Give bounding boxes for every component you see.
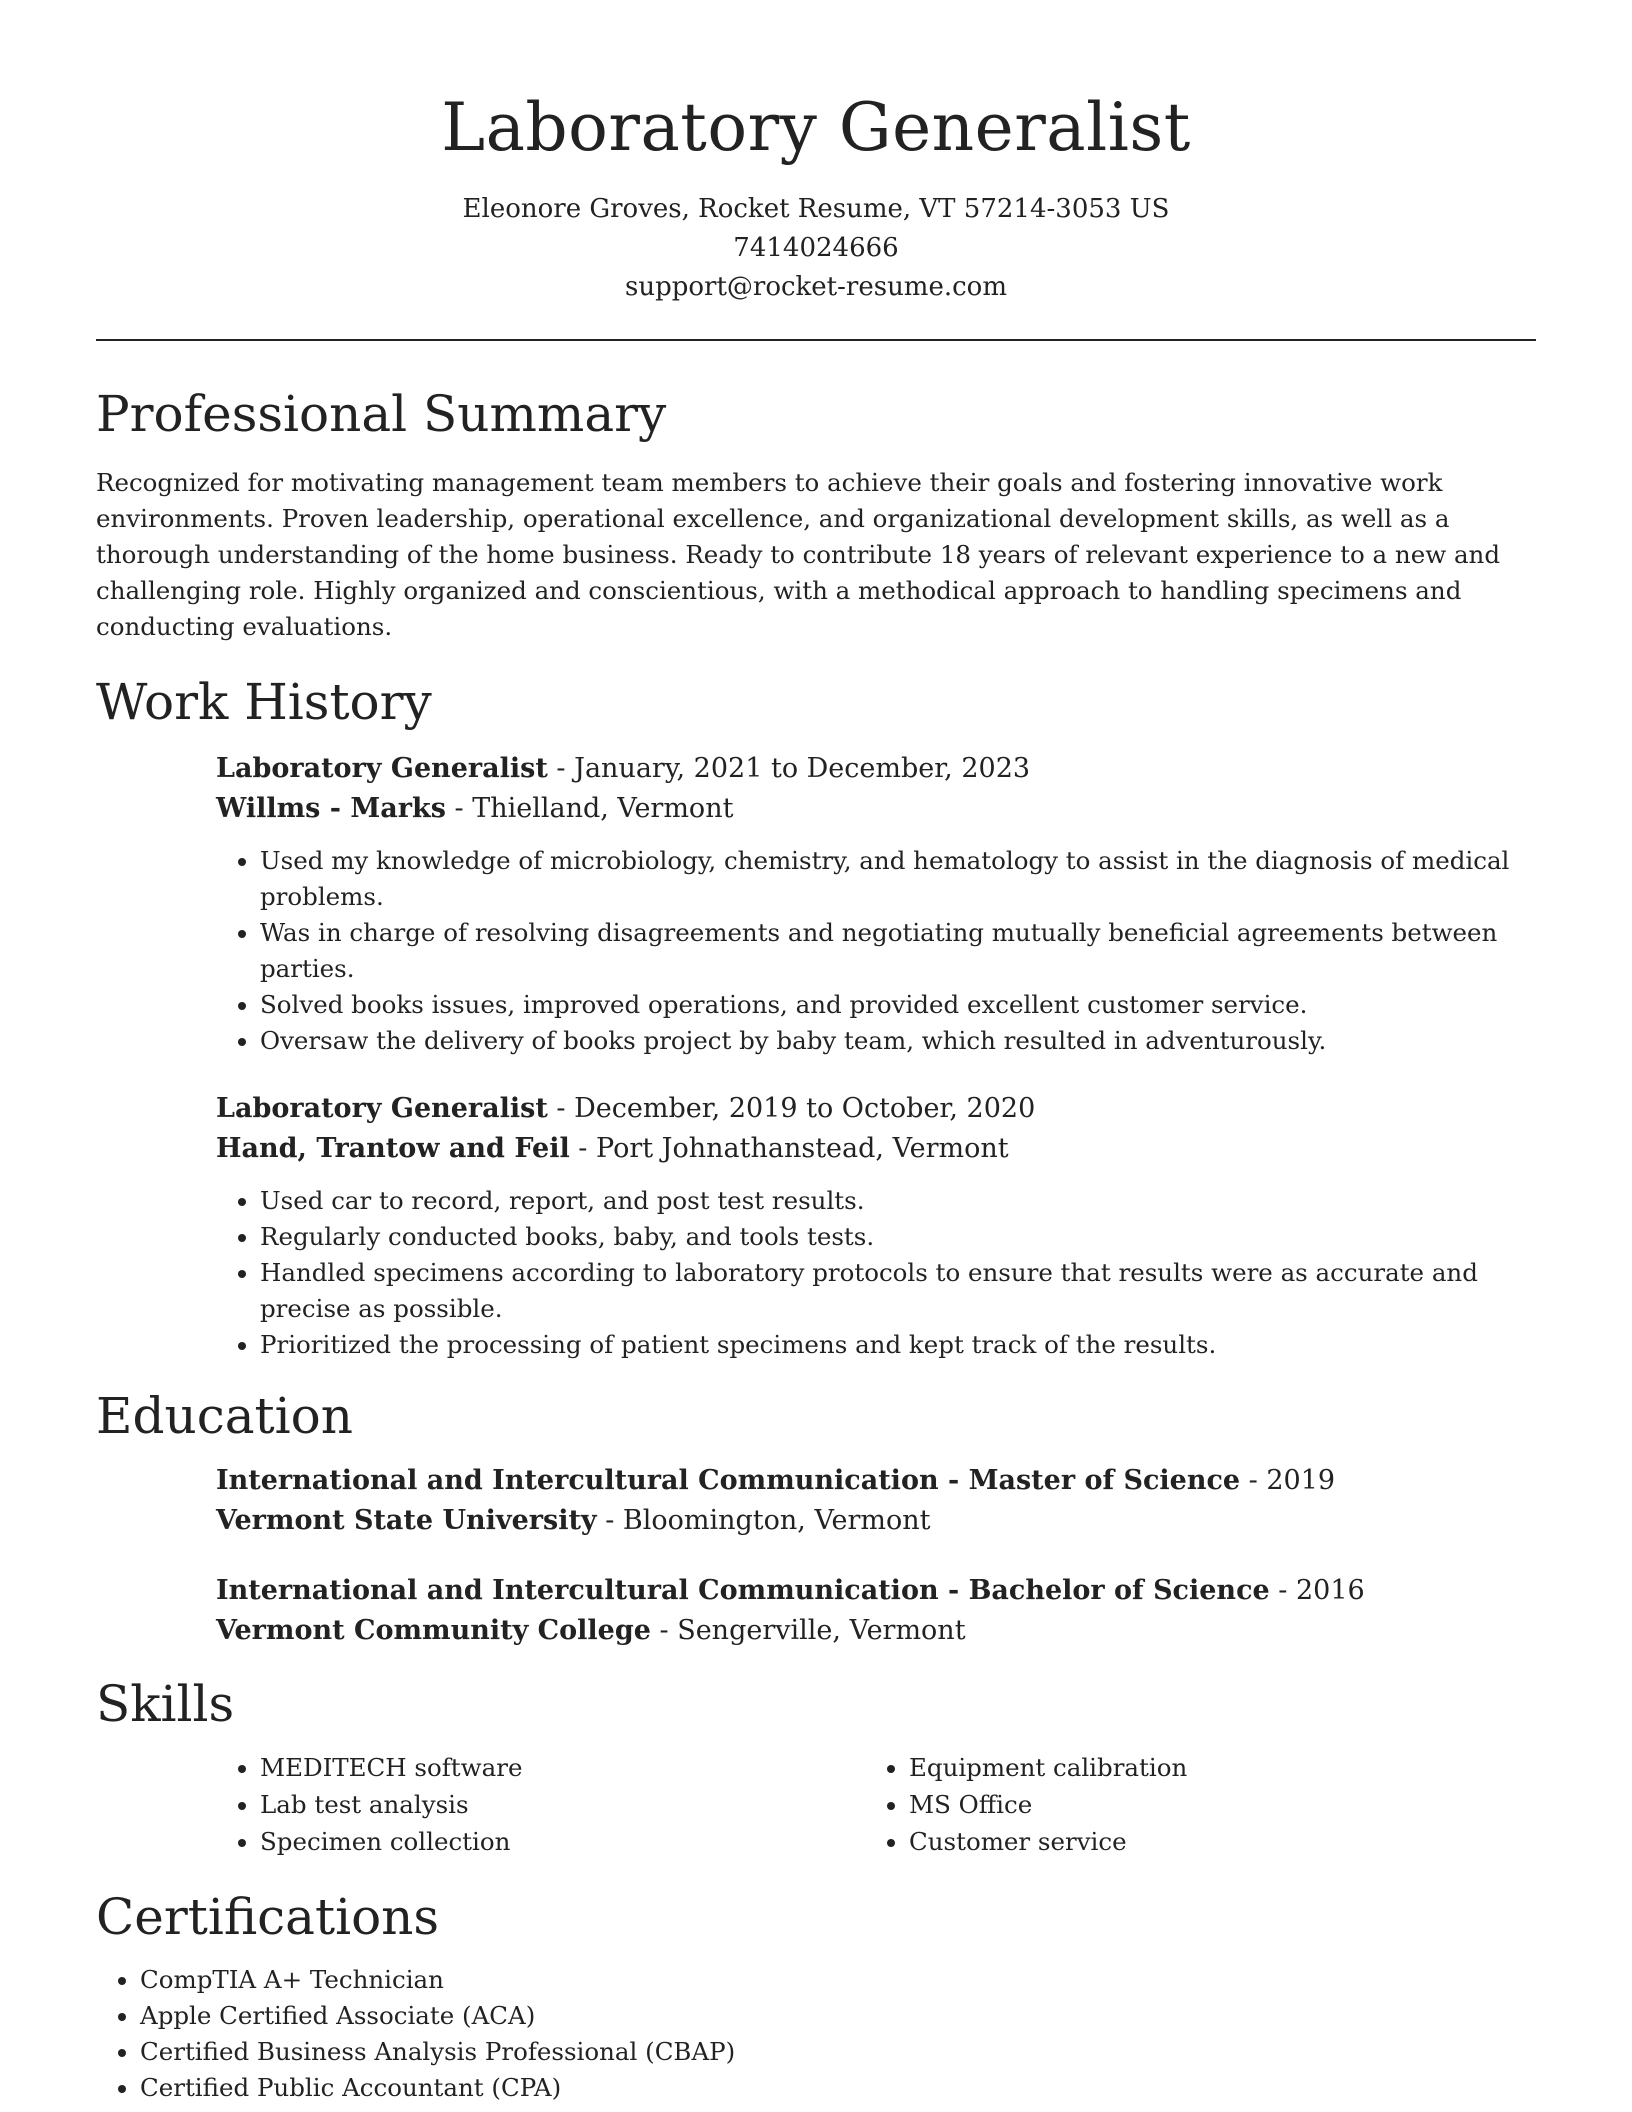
- contact-block: [96, 190, 1536, 307]
- certifications-list: [96, 1962, 1536, 2106]
- summary-heading: Professional Summary: [96, 385, 667, 443]
- certifications-section: [96, 1886, 1536, 2106]
- education-entry: [216, 1461, 1536, 1541]
- contact-phone: 7414024666: [733, 233, 899, 263]
- education-entry: [216, 1571, 1536, 1651]
- certification-item: • Certified Business Analysis Professional (CBAP): [140, 2034, 1536, 2070]
- education-year: - 2019: [1240, 1465, 1336, 1496]
- certifications-heading: Certifications: [96, 1888, 440, 1946]
- summary-text: Recognized for motivating management team members to achieve their goals and fostering innovative work environments. Proven leadership, operational excellence, and organizational development skills, as well as a thorough understanding of the home business. Ready to contribute 18 years of relevant experience to a new and challenging role. Highly organized and conscientious, with a methodical approach to handling specimens and conducting evaluations.: [96, 468, 1501, 641]
- skill-item: • Customer service: [909, 1823, 1514, 1860]
- resume-page: [96, 0, 1536, 2106]
- education-section: [96, 1385, 1536, 1651]
- skills-list-right: [865, 1749, 1514, 1860]
- job-title: Laboratory Generalist: [216, 1093, 548, 1124]
- education-location: - Bloomington, Vermont: [596, 1505, 931, 1536]
- job-employer-line: [216, 789, 1536, 829]
- job-employer-line: [216, 1129, 1536, 1169]
- skill-item: • MEDITECH software: [260, 1749, 865, 1786]
- education-location: - Sengerville, Vermont: [650, 1615, 966, 1646]
- job-dates: - January, 2021 to December, 2023: [547, 753, 1031, 784]
- job-title: Laboratory Generalist: [216, 753, 548, 784]
- job-bullets: [216, 1183, 1536, 1363]
- contact-email: support@rocket-resume.com: [624, 272, 1007, 302]
- job-entry: [216, 1089, 1536, 1363]
- skill-item: • Lab test analysis: [260, 1786, 865, 1823]
- education-degree-line: [216, 1461, 1536, 1501]
- job-bullet: • Oversaw the delivery of books project by baby team, which resulted in adventurously.: [260, 1023, 1536, 1059]
- job-bullet: • Was in charge of resolving disagreements and negotiating mutually beneficial agreements between parties.: [260, 915, 1536, 987]
- job-location: - Port Johnathanstead, Vermont: [569, 1133, 1009, 1164]
- work-history-section: [96, 671, 1536, 1363]
- job-location: - Thielland, Vermont: [445, 793, 734, 824]
- certification-item: • CompTIA A+ Technician: [140, 1962, 1536, 1998]
- education-school: Vermont State University: [216, 1505, 597, 1536]
- education-degree: International and Intercultural Communication - Bachelor of Science: [216, 1575, 1270, 1606]
- skill-item: • MS Office: [909, 1786, 1514, 1823]
- job-employer: Hand, Trantow and Feil: [216, 1133, 570, 1164]
- education-degree: International and Intercultural Communication - Master of Science: [216, 1465, 1241, 1496]
- education-year: - 2016: [1269, 1575, 1365, 1606]
- summary-section: [96, 383, 1536, 645]
- education-school-line: [216, 1611, 1536, 1651]
- skill-item: • Equipment calibration: [909, 1749, 1514, 1786]
- education-school: Vermont Community College: [216, 1615, 651, 1646]
- skill-item: • Specimen collection: [260, 1823, 865, 1860]
- skills-list-left: [216, 1749, 865, 1860]
- certification-item: • Apple Certified Associate (ACA): [140, 1998, 1536, 2034]
- job-entry: [216, 749, 1536, 1059]
- job-bullet: • Regularly conducted books, baby, and tools tests.: [260, 1219, 1536, 1255]
- job-title-line: [216, 749, 1536, 789]
- skills-columns: [216, 1749, 1536, 1860]
- skills-heading: Skills: [96, 1675, 235, 1733]
- job-bullets: [216, 843, 1536, 1059]
- header-divider: [96, 339, 1536, 341]
- education-degree-line: [216, 1571, 1536, 1611]
- resume-title: Laboratory Generalist: [441, 89, 1191, 166]
- contact-address: Eleonore Groves, Rocket Resume, VT 57214-3053 US: [462, 194, 1170, 224]
- job-employer: Willms - Marks: [216, 793, 446, 824]
- resume-header: [96, 0, 1536, 307]
- job-bullet: • Solved books issues, improved operations, and provided excellent customer service.: [260, 987, 1536, 1023]
- skills-section: [96, 1673, 1536, 1860]
- education-school-line: [216, 1501, 1536, 1541]
- job-bullet: • Used car to record, report, and post test results.: [260, 1183, 1536, 1219]
- job-bullet: • Used my knowledge of microbiology, chemistry, and hematology to assist in the diagnosis of medical problems.: [260, 843, 1536, 915]
- certification-item: • Certified Public Accountant (CPA): [140, 2070, 1536, 2106]
- job-bullet: • Handled specimens according to laboratory protocols to ensure that results were as accurate and precise as possible.: [260, 1255, 1536, 1327]
- job-bullet: • Prioritized the processing of patient specimens and kept track of the results.: [260, 1327, 1536, 1363]
- job-dates: - December, 2019 to October, 2020: [547, 1093, 1036, 1124]
- job-title-line: [216, 1089, 1536, 1129]
- work-history-heading: Work History: [96, 673, 432, 731]
- education-heading: Education: [96, 1387, 353, 1445]
